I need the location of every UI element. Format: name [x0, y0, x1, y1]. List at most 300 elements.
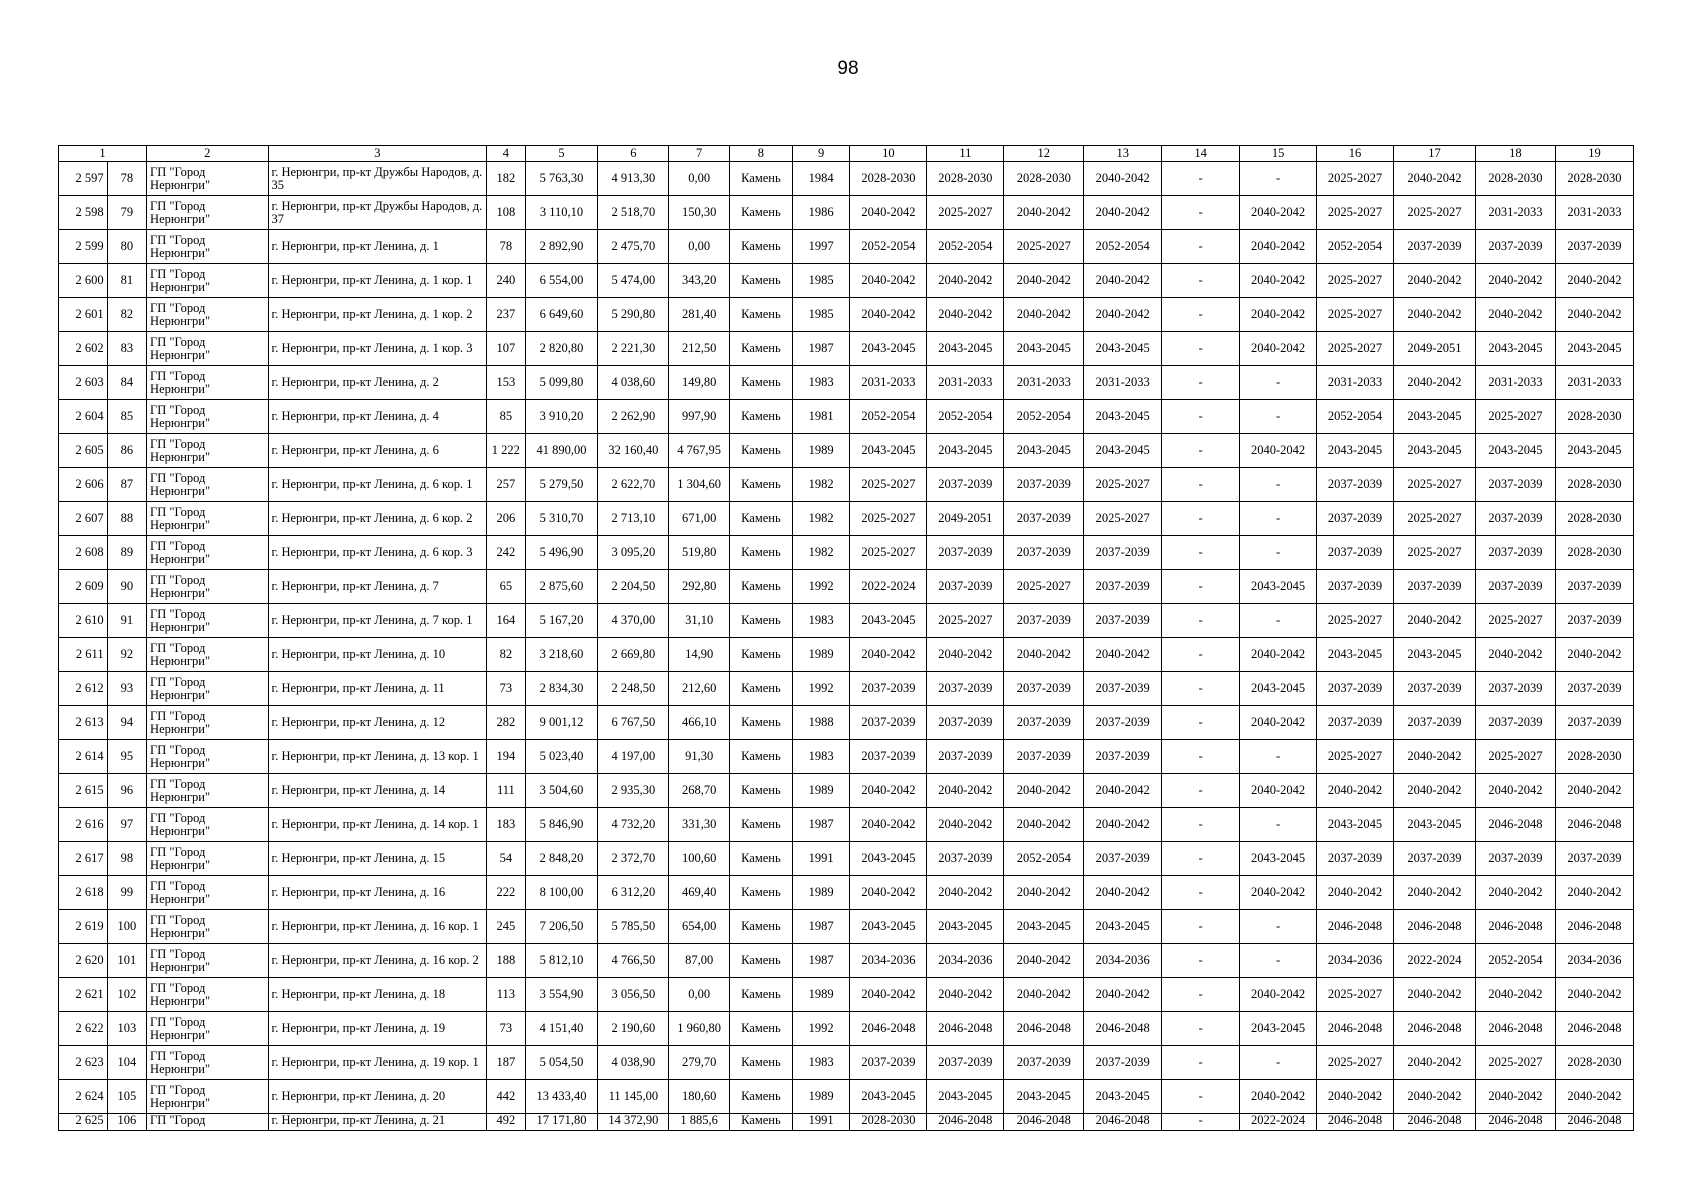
cell-col-17: 2025-2027 [1317, 298, 1394, 332]
cell-col-1: 2 600 [59, 264, 108, 298]
cell-col-6: 5 023,40 [525, 740, 598, 774]
cell-col-12: 2037-2039 [927, 706, 1004, 740]
cell-col-10: 1987 [792, 910, 850, 944]
cell-col-12: 2040-2042 [927, 264, 1004, 298]
cell-col-16: 2040-2042 [1240, 638, 1317, 672]
cell-col-1: 2 621 [59, 978, 108, 1012]
header-cell: 3 [268, 146, 487, 162]
cell-col-7: 32 160,40 [598, 434, 669, 468]
cell-col-19: 2043-2045 [1475, 332, 1555, 366]
data-table [58, 145, 1634, 1131]
cell-col-14: 2031-2033 [1084, 366, 1162, 400]
cell-col-6: 3 504,60 [525, 774, 598, 808]
cell-col-14: 2037-2039 [1084, 672, 1162, 706]
cell-col-11: 2052-2054 [850, 400, 927, 434]
cell-col-4: г. Нерюнгри, пр-кт Ленина, д. 20 [268, 1080, 487, 1114]
table-row [59, 876, 1634, 910]
cell-col-16: - [1240, 468, 1317, 502]
cell-col-5: 73 [487, 672, 525, 706]
cell-col-10: 1982 [792, 536, 850, 570]
cell-col-8: 997,90 [669, 400, 730, 434]
cell-col-1: 2 615 [59, 774, 108, 808]
cell-col-12: 2049-2051 [927, 502, 1004, 536]
cell-col-1: 2 612 [59, 672, 108, 706]
cell-col-14: 2043-2045 [1084, 400, 1162, 434]
cell-col-10: 1987 [792, 944, 850, 978]
table-row [59, 230, 1634, 264]
cell-col-3: ГП "Город Нерюнгри" [147, 196, 268, 230]
cell-col-20: 2034-2036 [1555, 944, 1633, 978]
cell-col-20: 2043-2045 [1555, 434, 1633, 468]
cell-col-20: 2046-2048 [1555, 808, 1633, 842]
header-cell: 9 [792, 146, 850, 162]
cell-col-19: 2025-2027 [1475, 740, 1555, 774]
cell-col-9: Камень [730, 910, 793, 944]
cell-col-20: 2040-2042 [1555, 638, 1633, 672]
cell-col-18: 2043-2045 [1393, 434, 1475, 468]
header-cell: 11 [927, 146, 1004, 162]
cell-col-16: - [1240, 400, 1317, 434]
cell-col-15: - [1162, 366, 1240, 400]
cell-col-9: Камень [730, 638, 793, 672]
cell-col-6: 7 206,50 [525, 910, 598, 944]
cell-col-4: г. Нерюнгри, пр-кт Ленина, д. 13 кор. 1 [268, 740, 487, 774]
cell-col-20: 2037-2039 [1555, 672, 1633, 706]
table-row [59, 638, 1634, 672]
cell-col-20: 2040-2042 [1555, 876, 1633, 910]
cell-col-18: 2037-2039 [1393, 842, 1475, 876]
cell-col-11: 2043-2045 [850, 1080, 927, 1114]
table-row [59, 502, 1634, 536]
cell-col-10: 1982 [792, 468, 850, 502]
cell-col-5: 82 [487, 638, 525, 672]
cell-col-6: 13 433,40 [525, 1080, 598, 1114]
cell-col-12: 2034-2036 [927, 944, 1004, 978]
cell-col-8: 292,80 [669, 570, 730, 604]
cell-col-8: 331,30 [669, 808, 730, 842]
cell-col-4: г. Нерюнгри, пр-кт Ленина, д. 14 [268, 774, 487, 808]
cell-col-5: 242 [487, 536, 525, 570]
cell-col-13: 2040-2042 [1004, 638, 1084, 672]
cell-col-12: 2037-2039 [927, 536, 1004, 570]
cell-col-4: г. Нерюнгри, пр-кт Ленина, д. 1 [268, 230, 487, 264]
cell-col-11: 2034-2036 [850, 944, 927, 978]
cell-col-2: 91 [107, 604, 146, 638]
cell-col-8: 1 304,60 [669, 468, 730, 502]
cell-col-20: 2046-2048 [1555, 1114, 1633, 1131]
cell-col-12: 2052-2054 [927, 400, 1004, 434]
cell-col-17: 2025-2027 [1317, 264, 1394, 298]
cell-col-1: 2 611 [59, 638, 108, 672]
cell-col-6: 5 763,30 [525, 162, 598, 196]
cell-col-11: 2028-2030 [850, 162, 927, 196]
cell-col-1: 2 620 [59, 944, 108, 978]
cell-col-5: 108 [487, 196, 525, 230]
cell-col-8: 4 767,95 [669, 434, 730, 468]
cell-col-1: 2 619 [59, 910, 108, 944]
cell-col-19: 2046-2048 [1475, 808, 1555, 842]
cell-col-18: 2040-2042 [1393, 162, 1475, 196]
header-cell: 15 [1240, 146, 1317, 162]
cell-col-17: 2025-2027 [1317, 162, 1394, 196]
cell-col-3: ГП "Город Нерюнгри" [147, 468, 268, 502]
cell-col-5: 194 [487, 740, 525, 774]
cell-col-17: 2025-2027 [1317, 978, 1394, 1012]
cell-col-14: 2037-2039 [1084, 536, 1162, 570]
cell-col-16: - [1240, 536, 1317, 570]
cell-col-18: 2037-2039 [1393, 230, 1475, 264]
cell-col-17: 2025-2027 [1317, 1046, 1394, 1080]
cell-col-13: 2028-2030 [1004, 162, 1084, 196]
cell-col-4: г. Нерюнгри, пр-кт Дружбы Народов, д. 35 [268, 162, 487, 196]
cell-col-1: 2 616 [59, 808, 108, 842]
cell-col-15: - [1162, 332, 1240, 366]
cell-col-13: 2037-2039 [1004, 502, 1084, 536]
cell-col-20: 2028-2030 [1555, 740, 1633, 774]
cell-col-3: ГП "Город Нерюнгри" [147, 366, 268, 400]
cell-col-12: 2037-2039 [927, 468, 1004, 502]
cell-col-19: 2025-2027 [1475, 604, 1555, 638]
cell-col-5: 257 [487, 468, 525, 502]
header-cell: 14 [1162, 146, 1240, 162]
cell-col-16: 2040-2042 [1240, 264, 1317, 298]
cell-col-14: 2043-2045 [1084, 1080, 1162, 1114]
cell-col-9: Камень [730, 468, 793, 502]
cell-col-1: 2 622 [59, 1012, 108, 1046]
cell-col-9: Камень [730, 298, 793, 332]
header-cell: 8 [730, 146, 793, 162]
cell-col-16: 2040-2042 [1240, 230, 1317, 264]
cell-col-7: 5 290,80 [598, 298, 669, 332]
cell-col-7: 4 370,00 [598, 604, 669, 638]
table-row [59, 774, 1634, 808]
cell-col-1: 2 602 [59, 332, 108, 366]
cell-col-20: 2040-2042 [1555, 1080, 1633, 1114]
cell-col-8: 180,60 [669, 1080, 730, 1114]
cell-col-18: 2025-2027 [1393, 196, 1475, 230]
cell-col-4: г. Нерюнгри, пр-кт Ленина, д. 14 кор. 1 [268, 808, 487, 842]
cell-col-4: г. Нерюнгри, пр-кт Ленина, д. 10 [268, 638, 487, 672]
header-row [59, 146, 1634, 162]
cell-col-3: ГП "Город Нерюнгри" [147, 400, 268, 434]
cell-col-2: 78 [107, 162, 146, 196]
cell-col-19: 2046-2048 [1475, 1012, 1555, 1046]
cell-col-12: 2043-2045 [927, 910, 1004, 944]
cell-col-6: 5 846,90 [525, 808, 598, 842]
cell-col-14: 2046-2048 [1084, 1114, 1162, 1131]
cell-col-6: 6 649,60 [525, 298, 598, 332]
header-cell: 10 [850, 146, 927, 162]
cell-col-10: 1983 [792, 604, 850, 638]
cell-col-13: 2043-2045 [1004, 332, 1084, 366]
cell-col-3: ГП "Город Нерюнгри" [147, 910, 268, 944]
cell-col-10: 1984 [792, 162, 850, 196]
cell-col-18: 2037-2039 [1393, 706, 1475, 740]
cell-col-6: 4 151,40 [525, 1012, 598, 1046]
cell-col-1: 2 603 [59, 366, 108, 400]
cell-col-15: - [1162, 808, 1240, 842]
cell-col-6: 2 820,80 [525, 332, 598, 366]
cell-col-4: г. Нерюнгри, пр-кт Ленина, д. 16 кор. 2 [268, 944, 487, 978]
cell-col-8: 268,70 [669, 774, 730, 808]
cell-col-13: 2025-2027 [1004, 230, 1084, 264]
cell-col-5: 182 [487, 162, 525, 196]
cell-col-13: 2040-2042 [1004, 808, 1084, 842]
cell-col-15: - [1162, 1012, 1240, 1046]
cell-col-6: 8 100,00 [525, 876, 598, 910]
cell-col-5: 153 [487, 366, 525, 400]
cell-col-13: 2037-2039 [1004, 706, 1084, 740]
cell-col-17: 2037-2039 [1317, 536, 1394, 570]
cell-col-16: 2043-2045 [1240, 570, 1317, 604]
cell-col-10: 1987 [792, 332, 850, 366]
cell-col-3: ГП "Город [147, 1114, 268, 1131]
cell-col-19: 2028-2030 [1475, 162, 1555, 196]
table-row [59, 196, 1634, 230]
cell-col-16: 2040-2042 [1240, 876, 1317, 910]
cell-col-6: 5 054,50 [525, 1046, 598, 1080]
cell-col-15: - [1162, 264, 1240, 298]
cell-col-3: ГП "Город Нерюнгри" [147, 434, 268, 468]
cell-col-2: 103 [107, 1012, 146, 1046]
cell-col-12: 2046-2048 [927, 1012, 1004, 1046]
cell-col-9: Камень [730, 1080, 793, 1114]
cell-col-13: 2052-2054 [1004, 400, 1084, 434]
cell-col-5: 1 222 [487, 434, 525, 468]
table-row [59, 842, 1634, 876]
cell-col-10: 1989 [792, 876, 850, 910]
cell-col-18: 2046-2048 [1393, 1012, 1475, 1046]
cell-col-8: 279,70 [669, 1046, 730, 1080]
cell-col-4: г. Нерюнгри, пр-кт Ленина, д. 11 [268, 672, 487, 706]
cell-col-20: 2028-2030 [1555, 536, 1633, 570]
cell-col-9: Камень [730, 366, 793, 400]
cell-col-19: 2037-2039 [1475, 468, 1555, 502]
cell-col-4: г. Нерюнгри, пр-кт Ленина, д. 16 кор. 1 [268, 910, 487, 944]
cell-col-12: 2040-2042 [927, 774, 1004, 808]
cell-col-2: 101 [107, 944, 146, 978]
cell-col-2: 79 [107, 196, 146, 230]
cell-col-5: 240 [487, 264, 525, 298]
cell-col-20: 2040-2042 [1555, 774, 1633, 808]
cell-col-6: 5 496,90 [525, 536, 598, 570]
cell-col-19: 2037-2039 [1475, 536, 1555, 570]
cell-col-6: 5 310,70 [525, 502, 598, 536]
cell-col-17: 2040-2042 [1317, 876, 1394, 910]
cell-col-11: 2025-2027 [850, 468, 927, 502]
cell-col-12: 2037-2039 [927, 740, 1004, 774]
cell-col-5: 107 [487, 332, 525, 366]
cell-col-8: 212,60 [669, 672, 730, 706]
cell-col-20: 2037-2039 [1555, 570, 1633, 604]
cell-col-11: 2025-2027 [850, 536, 927, 570]
cell-col-10: 1989 [792, 638, 850, 672]
cell-col-7: 2 622,70 [598, 468, 669, 502]
cell-col-8: 14,90 [669, 638, 730, 672]
cell-col-3: ГП "Город Нерюнгри" [147, 774, 268, 808]
cell-col-18: 2046-2048 [1393, 1114, 1475, 1131]
cell-col-3: ГП "Город Нерюнгри" [147, 230, 268, 264]
cell-col-4: г. Нерюнгри, пр-кт Ленина, д. 6 кор. 3 [268, 536, 487, 570]
cell-col-12: 2025-2027 [927, 196, 1004, 230]
cell-col-3: ГП "Город Нерюнгри" [147, 706, 268, 740]
cell-col-6: 17 171,80 [525, 1114, 598, 1131]
cell-col-11: 2040-2042 [850, 298, 927, 332]
cell-col-10: 1992 [792, 672, 850, 706]
cell-col-5: 442 [487, 1080, 525, 1114]
cell-col-14: 2043-2045 [1084, 332, 1162, 366]
cell-col-7: 11 145,00 [598, 1080, 669, 1114]
cell-col-1: 2 607 [59, 502, 108, 536]
table-row [59, 332, 1634, 366]
cell-col-5: 78 [487, 230, 525, 264]
cell-col-6: 5 167,20 [525, 604, 598, 638]
header-cell: 17 [1393, 146, 1475, 162]
cell-col-4: г. Нерюнгри, пр-кт Ленина, д. 6 кор. 1 [268, 468, 487, 502]
cell-col-12: 2037-2039 [927, 570, 1004, 604]
cell-col-16: 2022-2024 [1240, 1114, 1317, 1131]
cell-col-16: 2040-2042 [1240, 706, 1317, 740]
cell-col-10: 1983 [792, 740, 850, 774]
cell-col-12: 2040-2042 [927, 808, 1004, 842]
cell-col-2: 104 [107, 1046, 146, 1080]
cell-col-13: 2037-2039 [1004, 468, 1084, 502]
cell-col-16: 2040-2042 [1240, 298, 1317, 332]
cell-col-14: 2037-2039 [1084, 1046, 1162, 1080]
cell-col-5: 492 [487, 1114, 525, 1131]
cell-col-4: г. Нерюнгри, пр-кт Ленина, д. 1 кор. 2 [268, 298, 487, 332]
header-cell: 4 [487, 146, 525, 162]
cell-col-5: 85 [487, 400, 525, 434]
cell-col-3: ГП "Город Нерюнгри" [147, 570, 268, 604]
header-cell: 13 [1084, 146, 1162, 162]
table-row [59, 706, 1634, 740]
cell-col-18: 2040-2042 [1393, 264, 1475, 298]
cell-col-7: 6 312,20 [598, 876, 669, 910]
cell-col-13: 2040-2042 [1004, 978, 1084, 1012]
cell-col-13: 2040-2042 [1004, 264, 1084, 298]
cell-col-13: 2037-2039 [1004, 604, 1084, 638]
cell-col-17: 2037-2039 [1317, 842, 1394, 876]
cell-col-17: 2043-2045 [1317, 434, 1394, 468]
cell-col-8: 0,00 [669, 230, 730, 264]
cell-col-8: 343,20 [669, 264, 730, 298]
cell-col-16: - [1240, 808, 1317, 842]
cell-col-9: Камень [730, 502, 793, 536]
cell-col-14: 2046-2048 [1084, 1012, 1162, 1046]
page-number: 98 [837, 58, 859, 79]
cell-col-8: 1 885,6 [669, 1114, 730, 1131]
cell-col-18: 2037-2039 [1393, 570, 1475, 604]
cell-col-14: 2040-2042 [1084, 638, 1162, 672]
table-row [59, 944, 1634, 978]
cell-col-13: 2040-2042 [1004, 196, 1084, 230]
cell-col-17: 2025-2027 [1317, 740, 1394, 774]
cell-col-18: 2040-2042 [1393, 366, 1475, 400]
cell-col-3: ГП "Город Нерюнгри" [147, 536, 268, 570]
cell-col-14: 2040-2042 [1084, 774, 1162, 808]
cell-col-9: Камень [730, 1114, 793, 1131]
cell-col-7: 4 038,90 [598, 1046, 669, 1080]
cell-col-10: 1989 [792, 774, 850, 808]
cell-col-13: 2037-2039 [1004, 672, 1084, 706]
cell-col-9: Камень [730, 808, 793, 842]
cell-col-11: 2052-2054 [850, 230, 927, 264]
cell-col-9: Камень [730, 740, 793, 774]
cell-col-4: г. Нерюнгри, пр-кт Ленина, д. 1 кор. 1 [268, 264, 487, 298]
cell-col-7: 4 913,30 [598, 162, 669, 196]
cell-col-17: 2034-2036 [1317, 944, 1394, 978]
cell-col-9: Камень [730, 1046, 793, 1080]
cell-col-19: 2040-2042 [1475, 1080, 1555, 1114]
cell-col-13: 2043-2045 [1004, 910, 1084, 944]
cell-col-1: 2 614 [59, 740, 108, 774]
cell-col-7: 5 474,00 [598, 264, 669, 298]
cell-col-14: 2034-2036 [1084, 944, 1162, 978]
cell-col-10: 1991 [792, 842, 850, 876]
table-row [59, 808, 1634, 842]
cell-col-14: 2037-2039 [1084, 570, 1162, 604]
cell-col-13: 2037-2039 [1004, 536, 1084, 570]
cell-col-8: 91,30 [669, 740, 730, 774]
cell-col-7: 2 204,50 [598, 570, 669, 604]
cell-col-7: 4 732,20 [598, 808, 669, 842]
cell-col-7: 14 372,90 [598, 1114, 669, 1131]
table-row [59, 910, 1634, 944]
cell-col-20: 2031-2033 [1555, 366, 1633, 400]
cell-col-17: 2052-2054 [1317, 230, 1394, 264]
cell-col-16: - [1240, 944, 1317, 978]
cell-col-1: 2 608 [59, 536, 108, 570]
cell-col-10: 1985 [792, 298, 850, 332]
cell-col-6: 2 848,20 [525, 842, 598, 876]
table-row [59, 298, 1634, 332]
cell-col-20: 2037-2039 [1555, 604, 1633, 638]
cell-col-6: 9 001,12 [525, 706, 598, 740]
cell-col-8: 1 960,80 [669, 1012, 730, 1046]
cell-col-15: - [1162, 468, 1240, 502]
cell-col-11: 2040-2042 [850, 774, 927, 808]
cell-col-4: г. Нерюнгри, пр-кт Ленина, д. 12 [268, 706, 487, 740]
cell-col-20: 2028-2030 [1555, 400, 1633, 434]
cell-col-10: 1991 [792, 1114, 850, 1131]
cell-col-9: Камень [730, 944, 793, 978]
cell-col-1: 2 618 [59, 876, 108, 910]
cell-col-11: 2040-2042 [850, 808, 927, 842]
cell-col-1: 2 625 [59, 1114, 108, 1131]
table-row [59, 978, 1634, 1012]
cell-col-19: 2037-2039 [1475, 672, 1555, 706]
cell-col-17: 2043-2045 [1317, 808, 1394, 842]
cell-col-15: - [1162, 536, 1240, 570]
cell-col-13: 2040-2042 [1004, 774, 1084, 808]
cell-col-19: 2037-2039 [1475, 706, 1555, 740]
cell-col-9: Камень [730, 672, 793, 706]
cell-col-5: 54 [487, 842, 525, 876]
cell-col-8: 0,00 [669, 162, 730, 196]
cell-col-6: 2 875,60 [525, 570, 598, 604]
cell-col-15: - [1162, 842, 1240, 876]
cell-col-19: 2040-2042 [1475, 264, 1555, 298]
cell-col-7: 2 713,10 [598, 502, 669, 536]
table-row [59, 434, 1634, 468]
cell-col-7: 2 372,70 [598, 842, 669, 876]
cell-col-20: 2028-2030 [1555, 1046, 1633, 1080]
cell-col-18: 2040-2042 [1393, 876, 1475, 910]
cell-col-16: - [1240, 366, 1317, 400]
cell-col-3: ГП "Город Нерюнгри" [147, 638, 268, 672]
cell-col-5: 111 [487, 774, 525, 808]
